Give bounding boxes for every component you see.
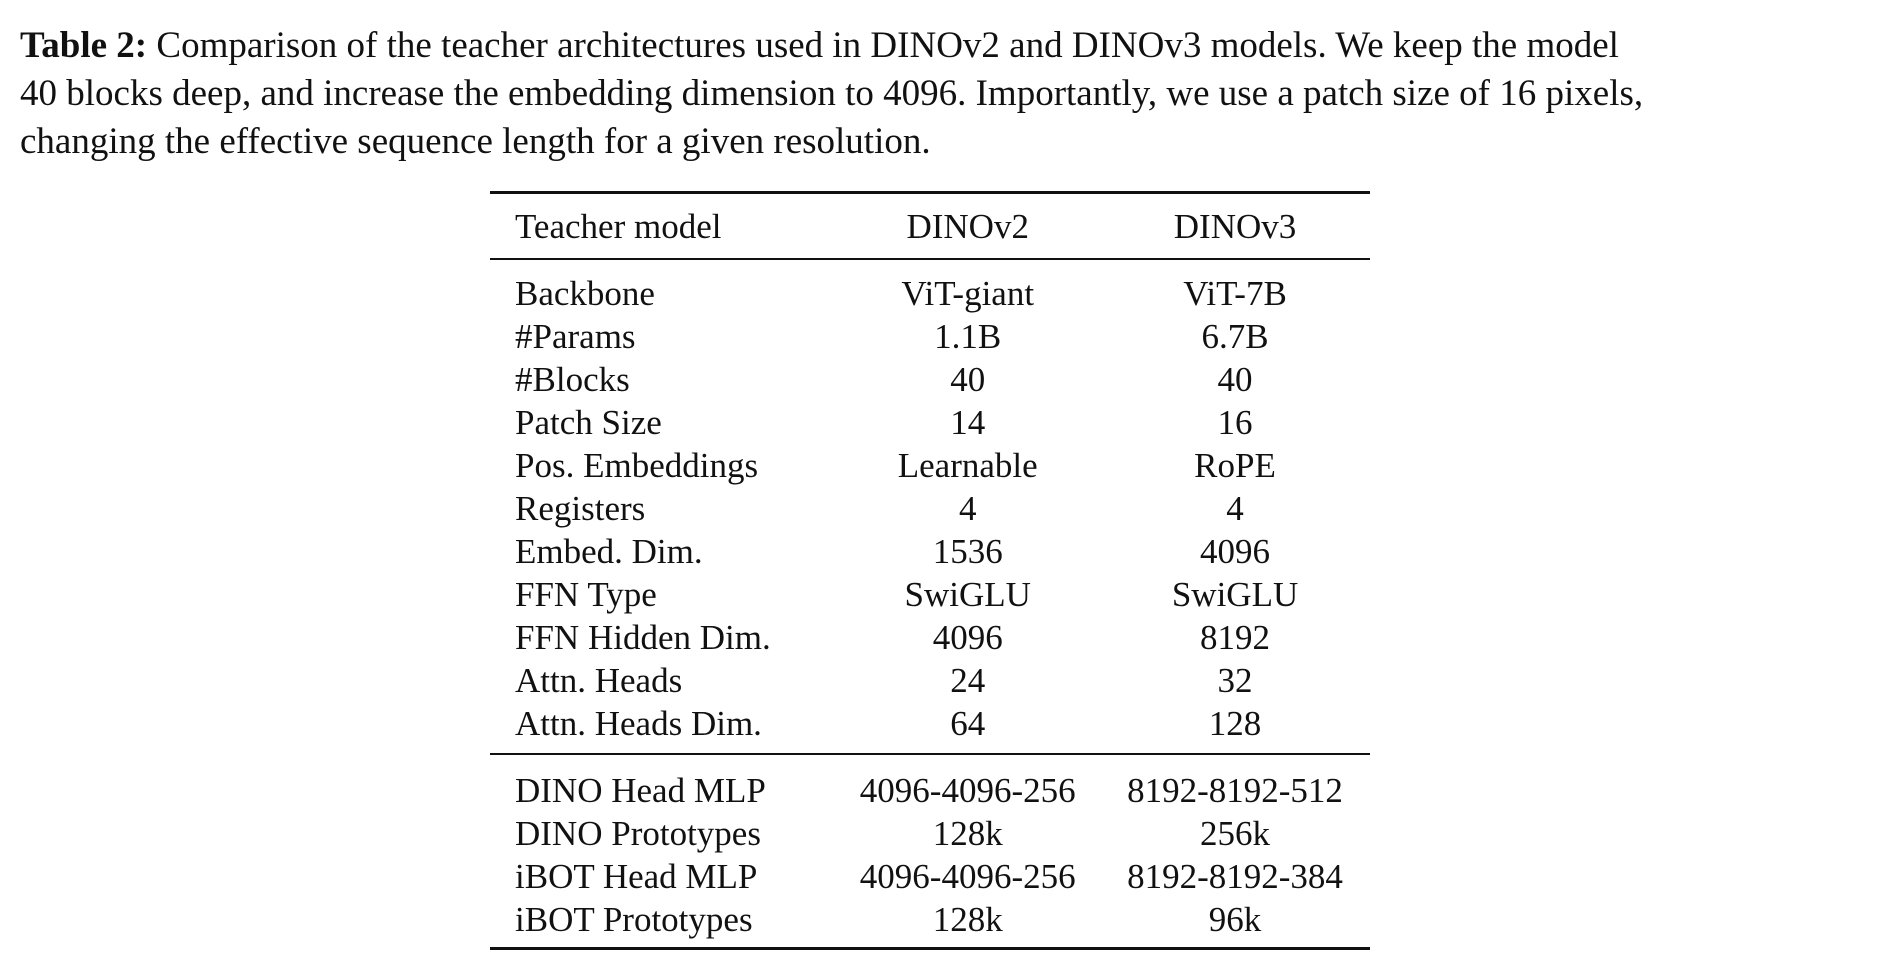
head-row: [490, 812, 1370, 855]
caption-label: Table 2:: [20, 25, 148, 66]
row-label-cell: Attn. Heads Dim.: [515, 704, 762, 743]
dinov2-value-cell: 4096: [932, 618, 1003, 657]
architecture-row: [490, 487, 1370, 530]
row-label-cell: FFN Hidden Dim.: [515, 618, 771, 657]
head-row: [490, 855, 1370, 898]
dinov3-value-cell: 4: [1226, 489, 1244, 528]
header-dinov2: DINOv2: [835, 193, 1100, 260]
dinov3-value-cell: ViT-7B: [1183, 274, 1287, 313]
caption-line-2: 40 blocks deep, and increase the embedding dimension to 4096. Importantly, we use a patch size of 16 pixels,: [20, 73, 1644, 114]
dinov2-value-cell: 64: [950, 704, 986, 743]
dinov3-value-cell: 8192: [1200, 618, 1271, 657]
row-label-cell: #Params: [515, 317, 636, 356]
architecture-row: [490, 401, 1370, 444]
dinov2-value-cell: 1536: [932, 532, 1003, 571]
dinov3-value-cell: 32: [1217, 661, 1253, 700]
dinov3-value-cell: 128: [1208, 704, 1262, 743]
row-label-cell: Backbone: [515, 274, 655, 313]
header-row: [490, 193, 1370, 260]
teacher-architecture-table: [490, 191, 1370, 950]
dinov2-value-cell: 4096-4096-256: [859, 857, 1076, 896]
caption-line-1: [20, 22, 1880, 70]
header-teacher-model: Teacher model: [490, 193, 835, 260]
architecture-row: [490, 315, 1370, 358]
table-body: [490, 259, 1370, 949]
dinov2-value-cell: 1.1B: [934, 317, 1002, 356]
dinov2-value-cell: 4: [958, 489, 977, 528]
dinov2-value-cell: SwiGLU: [904, 575, 1031, 614]
architecture-row: [490, 659, 1370, 702]
dinov2-value-cell: ViT-giant: [901, 274, 1035, 313]
dinov3-value-cell: 16: [1217, 403, 1253, 442]
table-header: [490, 193, 1370, 260]
dinov3-value-cell: 256k: [1200, 814, 1271, 853]
architecture-row: [490, 358, 1370, 401]
architecture-row: [490, 444, 1370, 487]
head-row: [490, 754, 1370, 812]
dinov3-value-cell: 8192-8192-384: [1127, 857, 1343, 896]
row-label-cell: iBOT Head MLP: [515, 857, 758, 896]
row-label-cell: Pos. Embeddings: [515, 446, 759, 485]
dinov2-value-cell: 128k: [932, 900, 1003, 939]
architecture-row: [490, 702, 1370, 754]
dinov3-value-cell: 40: [1217, 360, 1253, 399]
dinov2-value-cell: 14: [950, 403, 986, 442]
architecture-row: [490, 259, 1370, 315]
head-row: [490, 898, 1370, 949]
row-label-cell: iBOT Prototypes: [515, 900, 753, 939]
row-label-cell: FFN Type: [515, 575, 657, 614]
architecture-row: [490, 573, 1370, 616]
row-label-cell: Registers: [515, 489, 646, 528]
row-label-cell: #Blocks: [515, 360, 630, 399]
dinov2-value-cell: Learnable: [897, 446, 1038, 485]
architecture-row: [490, 616, 1370, 659]
dinov3-value-cell: 4096: [1200, 532, 1271, 571]
architecture-row: [490, 530, 1370, 573]
row-label-cell: Patch Size: [515, 403, 662, 442]
dinov3-value-cell: 8192-8192-512: [1100, 754, 1370, 812]
dinov2-value-cell: 4096-4096-256: [835, 754, 1100, 812]
dinov2-value-cell: 40: [950, 360, 986, 399]
dinov2-value-cell: 24: [950, 661, 986, 700]
dinov3-value-cell: SwiGLU: [1171, 575, 1299, 614]
dinov2-value-cell: 128k: [932, 814, 1003, 853]
dinov3-value-cell: 6.7B: [1201, 317, 1269, 356]
header-dinov3: DINOv3: [1100, 193, 1370, 260]
dinov3-value-cell: 96k: [1208, 900, 1262, 939]
row-label-cell: DINO Head MLP: [490, 754, 835, 812]
row-label-cell: DINO Prototypes: [515, 814, 761, 853]
row-label-cell: Embed. Dim.: [515, 532, 703, 571]
caption-text-1: Comparison of the teacher architectures used in DINOv2 and DINOv3 models. We keep the model: [147, 25, 1619, 66]
comparison-table: [490, 191, 1370, 950]
row-label-cell: Attn. Heads: [515, 661, 683, 700]
dinov3-value-cell: RoPE: [1194, 446, 1276, 485]
table-caption: [20, 22, 1880, 166]
caption-line-3: changing the effective sequence length for a given resolution.: [20, 121, 931, 162]
